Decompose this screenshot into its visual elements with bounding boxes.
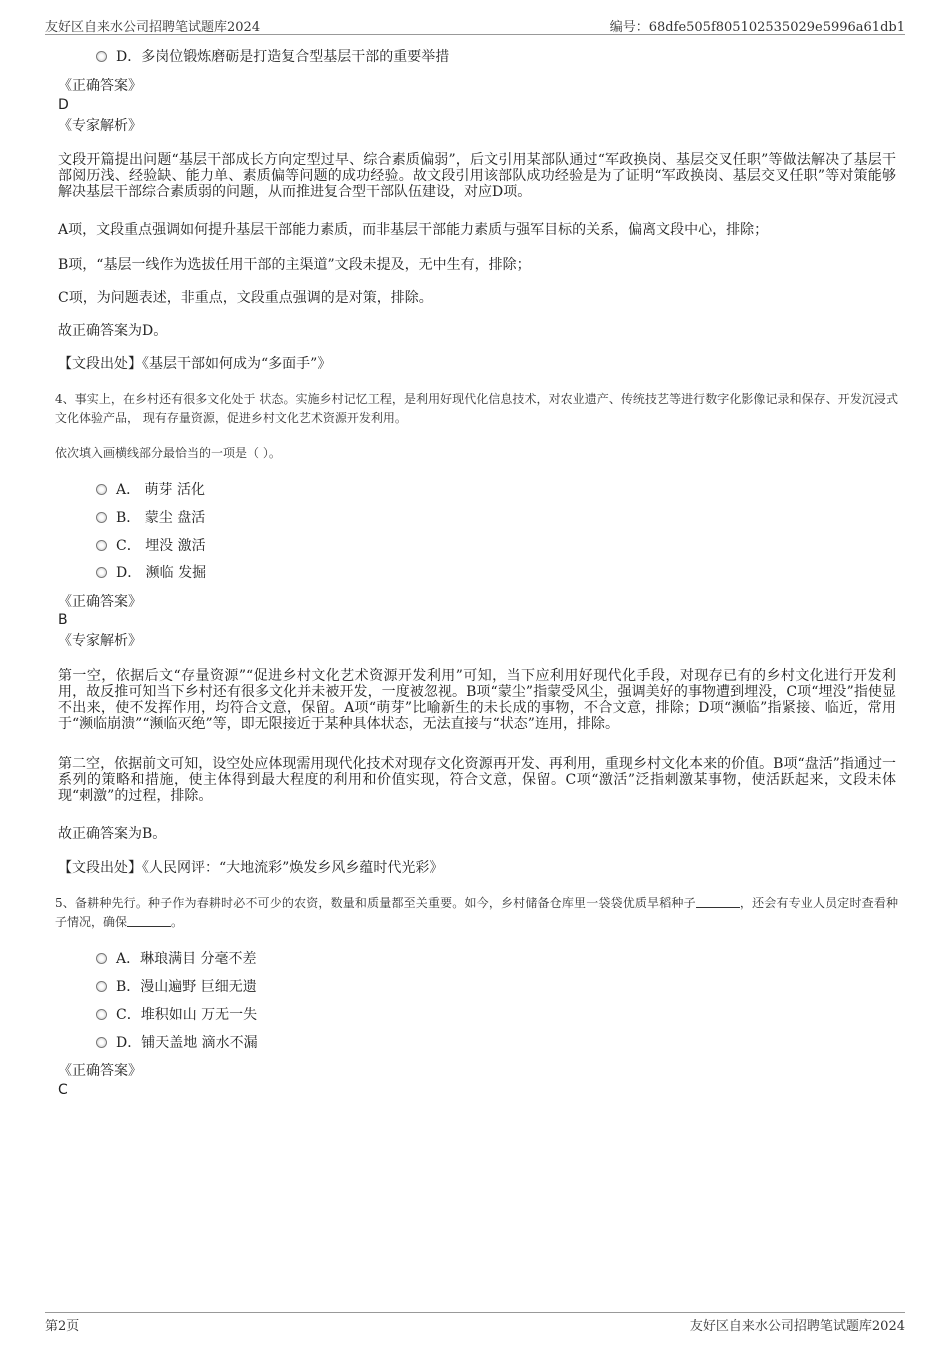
document-id: 编号：68dfe505f805102535029e5996a61db1	[609, 20, 905, 35]
radio-icon[interactable]	[96, 512, 107, 523]
page-header	[45, 14, 905, 35]
q5-option-b-text: B．漫山遍野 巨细无遗	[116, 979, 257, 995]
q4-option-d-text: D． 濒临 发掘	[116, 565, 207, 581]
q4-analysis-p1: 第一空，依据后文“存量资源”“促进乡村文化艺术资源开发利用”可知，当下应利用好现代化手段，对现存已有的乡村文化进行开发利用，故反推可知当下乡村还有很多文化并未被开发，一度被忽视。B项“蒙尘”指蒙受风尘，强调美好的事物遭到埋没，C项“埋没”指使显不出来，使不发挥作用，均符合文意，保留。A项“萌芽”比喻新生的未长成的事物，不合文意，排除；D项“濒临”指紧接、临近，常用于“濒临崩溃”“濒临灭绝”等，即无限接近于某种具体状态，无法直接与“状态”连用，排除。	[58, 668, 896, 732]
q4-source: 【文段出处】《人民网评：“大地流彩”焕发乡风乡蕴时代光彩》	[58, 860, 444, 876]
q5-option-a[interactable]	[96, 950, 257, 968]
q4-option-a[interactable]	[96, 481, 205, 499]
q3-analysis-c: C项，为问题表述，非重点，文段重点强调的是对策，排除。	[58, 290, 433, 306]
q5-answer-label: 《正确答案》	[58, 1063, 142, 1079]
q3-analysis-b: B项，“基层一线作为选拔任用干部的主渠道”文段未提及，无中生有，排除；	[58, 257, 531, 273]
q4-answer: B	[58, 612, 68, 628]
q4-analysis-p2: 第二空，依据前文可知，设空处应体现需用现代化技术对现存文化资源再开发、再利用，重现乡村文化本来的价值。B项“盘活”指通过一系列的策略和措施，使主体得到最大程度的利用和价值实现，符合文意，保留。C项“激活”泛指刺激某事物，使活跃起来，文段未体现“刺激”的过程，排除。	[58, 756, 896, 804]
q5-stem-part3: 。	[171, 915, 184, 929]
q3-analysis-a: A项，文段重点强调如何提升基层干部能力素质，而非基层干部能力素质与强军目标的关系，偏离文段中心，排除；	[58, 222, 769, 238]
q4-option-b[interactable]	[96, 509, 205, 527]
q4-instruction: 依次填入画横线部分最恰当的一项是（ ）。	[55, 446, 281, 460]
radio-icon[interactable]	[96, 953, 107, 964]
q5-stem-part1: 5、备耕种先行。种子作为春耕时必不可少的农资，数量和质量都至关重要。如今，乡村储备仓库里一袋袋优质旱稻种子	[55, 896, 696, 910]
page-footer	[45, 1312, 905, 1335]
fill-blank	[127, 914, 171, 927]
q5-option-c-text: C．堆积如山 万无一失	[116, 1007, 258, 1023]
q4-stem: 4、事实上，在乡村还有很多文化处于 状态。实施乡村记忆工程，是利用好现代化信息技术，对农业遗产、传统技艺等进行数字化影像记录和保存、开发沉浸式文化体验产品， 现有存量资源，促进乡村文化艺术资源开发利用。	[55, 392, 898, 425]
q4-conclusion: 故正确答案为B。	[58, 826, 167, 842]
q4-option-c-text: C． 埋没 激活	[116, 538, 206, 554]
q5-option-c[interactable]	[96, 1006, 257, 1024]
q4-option-c[interactable]	[96, 537, 206, 555]
q4-answer-label: 《正确答案》	[58, 594, 142, 610]
radio-icon[interactable]	[96, 1037, 107, 1048]
q3-option-d-text: D．多岗位锻炼磨砺是打造复合型基层干部的重要举措	[116, 49, 450, 65]
q3-analysis-label: 《专家解析》	[58, 118, 142, 134]
q5-stem-part2: ，还会有专业人员定时查看种子情况，确保	[55, 896, 898, 929]
q5-option-d[interactable]	[96, 1034, 258, 1052]
footer-title: 友好区自来水公司招聘笔试题库2024	[689, 1319, 905, 1334]
radio-icon[interactable]	[96, 484, 107, 495]
q5-stem	[55, 894, 898, 932]
radio-icon[interactable]	[96, 540, 107, 551]
q5-option-d-text: D．铺天盖地 滴水不漏	[116, 1035, 258, 1051]
q5-option-b[interactable]	[96, 978, 257, 996]
q3-analysis-p1: 文段开篇提出问题“基层干部成长方向定型过早、综合素质偏弱”，后文引用某部队通过“军政换岗、基层交叉任职”等做法解决了基层干部阅历浅、经验缺、能力单、素质偏等问题的成功经验。故文段引用该部队成功经验是为了证明“军政换岗、基层交叉任职”等对策能够解决基层干部综合素质弱的问题，从而推进复合型干部队伍建设，对应D项。	[58, 152, 896, 200]
q3-answer: D	[58, 97, 69, 113]
radio-icon[interactable]	[96, 981, 107, 992]
q3-option-d[interactable]	[96, 48, 449, 66]
q3-answer-label: 《正确答案》	[58, 78, 142, 94]
header-title: 友好区自来水公司招聘笔试题库2024	[45, 20, 261, 35]
q3-conclusion: 故正确答案为D。	[58, 323, 168, 339]
page-number: 第2页	[45, 1319, 80, 1334]
q3-source: 【文段出处】《基层干部如何成为“多面手”》	[58, 356, 332, 372]
radio-icon[interactable]	[96, 1009, 107, 1020]
radio-icon[interactable]	[96, 567, 107, 578]
q5-option-a-text: A．琳琅满目 分毫不差	[116, 951, 257, 967]
q4-analysis-label: 《专家解析》	[58, 633, 142, 649]
q4-option-b-text: B． 蒙尘 盘活	[116, 510, 206, 526]
q4-option-a-text: A． 萌芽 活化	[116, 482, 206, 498]
q5-answer: C	[58, 1082, 68, 1098]
radio-icon[interactable]	[96, 51, 107, 62]
fill-blank	[696, 895, 740, 908]
q4-option-d[interactable]	[96, 564, 206, 582]
